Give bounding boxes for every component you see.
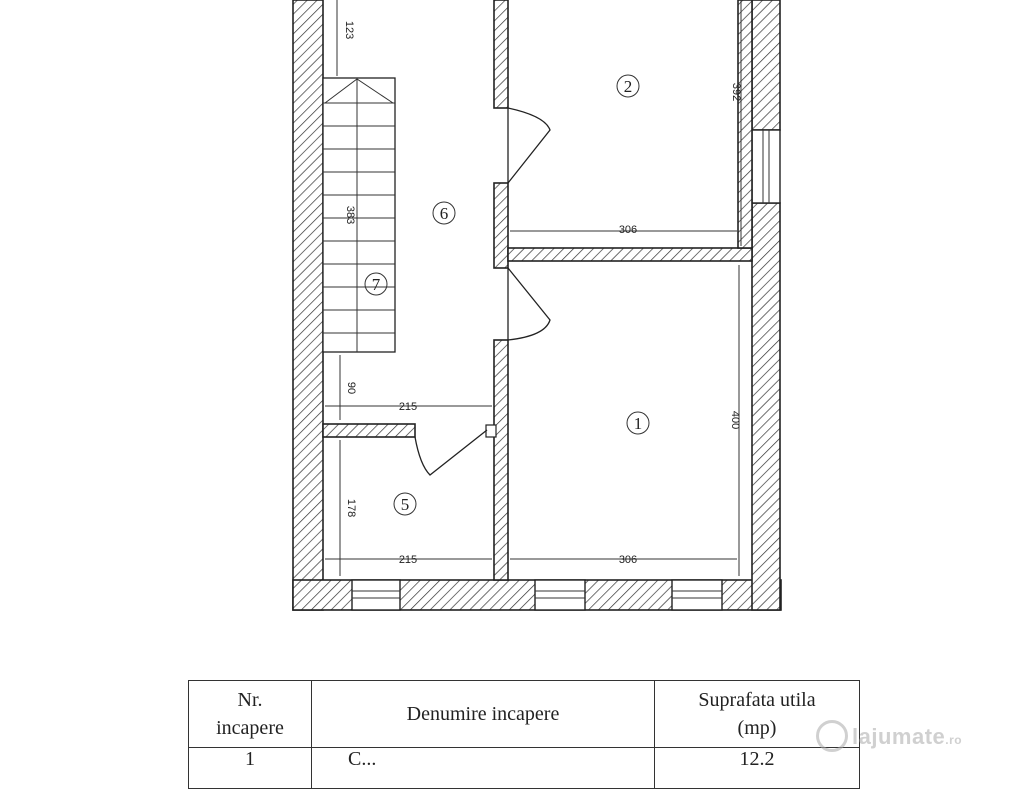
dim-215-bottom: 215 xyxy=(398,554,418,566)
dim-90: 90 xyxy=(345,381,357,395)
wall-inner-vertical-mid xyxy=(494,183,508,268)
door-room1 xyxy=(508,268,550,340)
svg-text:6: 6 xyxy=(439,204,449,223)
door-room2 xyxy=(508,108,550,183)
room-number-2 xyxy=(617,75,639,97)
header-nr-line2: incapere xyxy=(216,717,284,739)
room-number-1 xyxy=(627,412,649,434)
window-right xyxy=(752,130,780,203)
wall-room5-top xyxy=(323,424,415,437)
svg-text:1: 1 xyxy=(633,414,643,433)
window-bottom-2 xyxy=(535,580,585,610)
wall-left xyxy=(293,0,323,610)
wall-inner-right-top xyxy=(738,0,752,248)
wall-room2-room1 xyxy=(508,248,752,261)
dim-306-top: 306 xyxy=(618,224,638,236)
small-wall-stub xyxy=(486,425,496,437)
wall-inner-vertical-top xyxy=(494,0,508,108)
row-nr: 1 xyxy=(189,748,312,789)
header-name: Denumire incapere xyxy=(312,681,655,748)
svg-text:5: 5 xyxy=(400,495,410,514)
table-header-row xyxy=(189,681,860,748)
wall-inner-vertical-low xyxy=(494,340,508,580)
watermark-suffix: .ro xyxy=(945,732,963,747)
header-nr xyxy=(189,681,312,748)
watermark-logo-icon xyxy=(816,720,848,752)
header-area-line1: Suprafata utila xyxy=(698,689,816,711)
door-room5 xyxy=(415,430,487,475)
dim-383: 383 xyxy=(344,205,356,225)
watermark xyxy=(816,722,962,754)
room-number-6 xyxy=(433,202,455,224)
dim-306-bottom: 306 xyxy=(618,554,638,566)
wall-right-lower xyxy=(752,203,780,610)
dim-400: 400 xyxy=(729,410,741,430)
svg-text:7: 7 xyxy=(371,275,381,294)
dim-178: 178 xyxy=(345,498,357,518)
dim-215-top: 215 xyxy=(398,401,418,413)
room-number-5 xyxy=(394,493,416,515)
dim-392: 392 xyxy=(730,82,742,102)
window-bottom-1 xyxy=(352,580,400,610)
window-bottom-3 xyxy=(672,580,722,610)
room-legend-table xyxy=(188,680,860,789)
table-row xyxy=(189,748,860,789)
header-area-line2: (mp) xyxy=(737,717,777,739)
header-nr-line1: Nr. xyxy=(237,689,263,711)
row-name: C... xyxy=(312,748,655,789)
svg-text:2: 2 xyxy=(623,77,633,96)
dim-123: 123 xyxy=(343,20,355,40)
wall-right-upper xyxy=(752,0,780,130)
staircase xyxy=(323,78,395,352)
watermark-text: lajumate xyxy=(852,723,946,749)
row-area: 12.2 xyxy=(655,748,860,789)
